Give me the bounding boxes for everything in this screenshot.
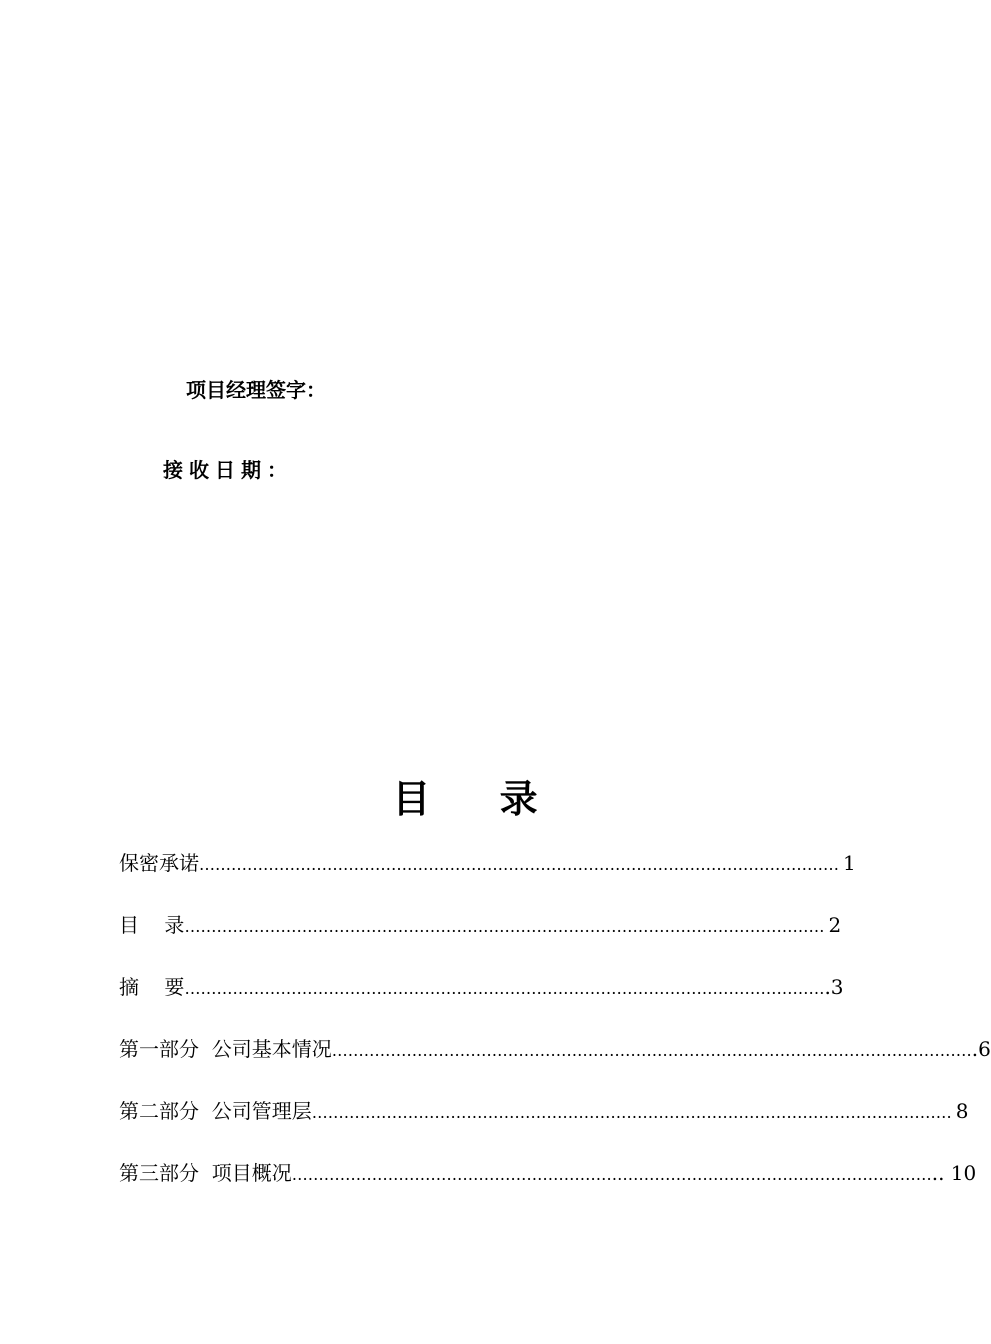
toc-leader-dots: ………………………………………………………………………………………………………… xyxy=(184,917,825,936)
toc-title: 目 录 xyxy=(392,776,566,821)
toc-entry-project-overview[interactable] xyxy=(119,1158,977,1188)
toc-entry-page: .. 10 xyxy=(931,1161,977,1185)
toc-leader-dots: ………………………………………………………………………………………………………… xyxy=(331,1041,972,1060)
toc-entry-page: .6 xyxy=(971,1037,991,1061)
toc-entry-text: 摘 要 xyxy=(119,975,185,999)
toc-entry-page: 2 xyxy=(828,913,842,937)
toc-leader-dots: ………………………………………………………………………………………………………… xyxy=(199,855,839,874)
toc-entry-text: 保密承诺 xyxy=(119,851,199,875)
toc-leader-dots: ………………………………………………………………………………………………………… xyxy=(311,1103,952,1122)
toc-entry-abstract[interactable] xyxy=(119,972,844,1002)
toc-entry-text: 第三部分 项目概况 xyxy=(119,1161,292,1185)
receive-date-label: 接收日期： xyxy=(163,458,293,482)
toc-entry-contents[interactable] xyxy=(119,910,842,940)
toc-leader-dots: ………………………………………………………………………………………………………… xyxy=(291,1165,932,1184)
toc-entry-text: 第二部分 公司管理层 xyxy=(119,1099,312,1123)
toc-entry-company-overview[interactable] xyxy=(119,1034,991,1064)
toc-entry-page: 8 xyxy=(955,1099,969,1123)
toc-entry-page: 1 xyxy=(843,851,856,875)
toc-entry-confidentiality[interactable] xyxy=(119,848,856,878)
toc-entry-page: .3 xyxy=(824,975,844,999)
toc-entry-management[interactable] xyxy=(119,1096,969,1126)
toc-leader-dots: ………………………………………………………………………………………………………… xyxy=(184,979,825,998)
project-manager-signature-label: 项目经理签字： xyxy=(186,378,326,402)
toc-entry-text: 目 录 xyxy=(119,913,185,937)
toc-entry-text: 第一部分 公司基本情况 xyxy=(119,1037,332,1061)
